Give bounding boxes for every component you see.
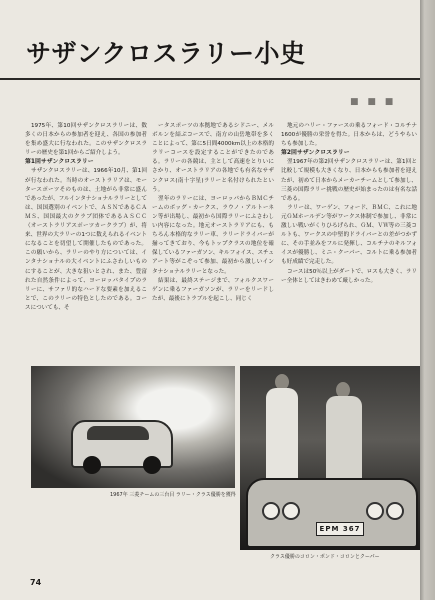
section-heading-2: 第2回サザンクロスラリー <box>281 150 350 157</box>
body-paragraph: 翌1967年の第2回サザンクロスラリーは、第1回と比較して規模も大きくなり、日本からも参加者を迎えたが、初めて日本からメーカーチームとして参加し、三菱の国際ラリー挑戦の歴史が始まったのは有名な話である。 <box>281 159 417 202</box>
body-paragraph: 地元のハリー・ファースの乗るフォード・コルチナ1600が優勝の栄誉を得た。日本からは、どうやらいちも参加した。 <box>281 123 417 148</box>
text-column-3 <box>281 122 417 362</box>
body-paragraph: 翌年のラリーには、ヨーロッパからＢＭＣチームのボッグ・カークス、ラウノ・アルトーネン等が出場し、最初から国際ラリーにふさわしい内容になった。地元オーストラリアにも、もちろん本格的なラリー車、ラリードライバーが揃ってきており、今もトップクラスの地位を確保しているファーガソン、キルフォイス、スチュアート等がこぞって参加、最初から激しいインタナショナルラリーとなった。 <box>152 195 274 275</box>
body-paragraph: ータスポーツの本拠地であるシドニー、メルボルンを結ぶコースで、南方の山岳地帯を多くことによって、第に5日間4000km以上の本格的ラリーコースを設定することができたのである。ラリーの各競は、主として高速をとりいにさかり、オーストラリアの各地でも有名なサザンクロス(南十字星)ラリーと名付けられたという。 <box>152 123 274 193</box>
page-number: 74 <box>30 578 42 587</box>
driver-figure <box>266 388 298 480</box>
driver-figure <box>326 396 362 480</box>
rally-car-front <box>246 478 418 548</box>
text-column-1 <box>25 122 147 362</box>
drivers-photo <box>240 366 420 550</box>
body-paragraph: コースは50％以上がダートで、ロスも大きく、ラリー全体としてはきわめて厳しかった。 <box>281 268 417 284</box>
body-paragraph: ラリーは、ワーゲン、フォード、ＢＭＣ、これに地元ＧＭホールデン等がワークス体制で参加し、非常に激しい戦いがくりひろげられ、ＧＭ、ＶＷ等の三菱コルトも、ワークスの中堅的ドライバーとの差がつかずに、その手並みをフルに発揮し、コルチナのキルフォイスが優勝し、ミニ・クーパー、コルトに乗る参加者も好成績で完走した。 <box>281 204 417 266</box>
rally-car-photo <box>31 366 235 488</box>
text-column-2 <box>152 122 274 362</box>
byline: ■ ■ ■ <box>350 97 397 107</box>
rally-car <box>71 420 173 468</box>
intro-paragraph: 1975年、第10回サザンクロスラリーは、数多くの日本からの参加者を迎え、各国の参加者を集め盛大に行なわれた。このサザンクロスラリーの歴史を第1回からご紹介しよう。 <box>25 123 147 157</box>
article-title: サザンクロスラリー小史 <box>26 39 306 68</box>
body-paragraph: サザンクロスラリーは、1966年10月、第1回が行なわれた。当時のオーストラリアは、モータースポーツそのものは、土地がら非常に盛んであったが、フルインタナショナルラリーとしては、国国選別のイベントで、ＡＳＮであるＣＡＭＳ、国国最大のクラブ団体であるＡＳＣＣ（オーストラリアスポーツカークラブ）が、将来、世界の大ラリーの1つに数えられるイベントになることを切望して開催したものであった。この願いから、ラリーのやり方については、インタナショナルの大イベントにふさわしいものにすることが、大きな狙いとされ、また、豊富れた自然条件によって、ヨーロッパタイプのラリーに、サファリ的なハードな要素を加えることで、このラリーの特色としたのである。コースについても、そ <box>25 168 147 311</box>
title-rule <box>0 78 420 80</box>
page-spine <box>420 0 435 600</box>
photo-caption-right: クラス優勝のコロン・ボンド・コロンとクーパー <box>270 554 380 560</box>
body-paragraph: 結果は、最終ステージまで、フォルクスワーゲンに乗るファーガソンが、ラリーをリードしたが、最後にトラブルを起こし、同じく <box>152 277 274 302</box>
license-plate: EPM 367 <box>316 522 364 536</box>
photo-caption-left: 1967年 三菱チームの三台目 ラリー・クラス優勝を獲得 <box>110 492 236 498</box>
section-heading-1: 第1回サザンクロスラリー <box>25 159 94 166</box>
